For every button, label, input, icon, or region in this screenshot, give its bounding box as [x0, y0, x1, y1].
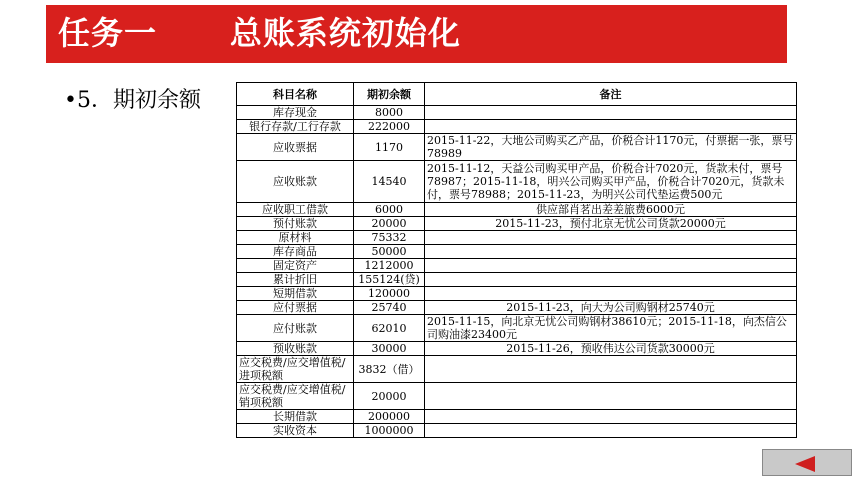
- table-row: [237, 120, 797, 134]
- account-name-cell: 应收职工借款: [237, 203, 354, 217]
- balance-cell: 3832（借）: [354, 356, 425, 383]
- balance-cell: 1212000: [354, 259, 425, 273]
- header-account-name: 科目名称: [237, 83, 354, 106]
- account-name-cell: 预付账款: [237, 217, 354, 231]
- balance-cell: 8000: [354, 106, 425, 120]
- remark-cell: [425, 273, 797, 287]
- opening-balance-table: [236, 82, 797, 438]
- remark-cell: 2015-11-12，天益公司购买甲产品，价税合计7020元，货款未付，票号78987；2015-11-18，明兴公司购买甲产品，价税合计7020元，货款未付，票号78988；2015-11-23，为明兴公司代垫运费500元: [425, 161, 797, 203]
- remark-cell: [425, 424, 797, 438]
- remark-cell: [425, 383, 797, 410]
- account-name-cell: 应收票据: [237, 134, 354, 161]
- balance-cell: 120000: [354, 287, 425, 301]
- balance-cell: 6000: [354, 203, 425, 217]
- table-row: [237, 161, 797, 203]
- remark-cell: 2015-11-23，预付北京无忧公司货款20000元: [425, 217, 797, 231]
- account-name-cell: 实收资本: [237, 424, 354, 438]
- remark-cell: [425, 120, 797, 134]
- balance-cell: 20000: [354, 383, 425, 410]
- remark-cell: [425, 259, 797, 273]
- account-name-cell: 应付票据: [237, 301, 354, 315]
- account-name-cell: 短期借款: [237, 287, 354, 301]
- table-header-row: [237, 83, 797, 106]
- remark-cell: 2015-11-22，大地公司购买乙产品，价税合计1170元，付票据一张，票号78989: [425, 134, 797, 161]
- table-row: [237, 217, 797, 231]
- table-row: [237, 273, 797, 287]
- balance-cell: 1170: [354, 134, 425, 161]
- account-name-cell: 应收账款: [237, 161, 354, 203]
- table-row: [237, 410, 797, 424]
- table-row: [237, 342, 797, 356]
- balance-cell: 75332: [354, 231, 425, 245]
- balance-cell: 14540: [354, 161, 425, 203]
- page-title: 任务一 总账系统初始化: [58, 14, 461, 52]
- table-row: [237, 259, 797, 273]
- account-name-cell: 长期借款: [237, 410, 354, 424]
- balance-cell: 30000: [354, 342, 425, 356]
- balance-cell: 62010: [354, 315, 425, 342]
- table-row: [237, 106, 797, 120]
- remark-cell: [425, 356, 797, 383]
- account-name-cell: 银行存款/工行存款: [237, 120, 354, 134]
- balance-cell: 25740: [354, 301, 425, 315]
- table-row: [237, 134, 797, 161]
- account-name-cell: 应交税费/应交增值税/进项税额: [237, 356, 354, 383]
- remark-cell: [425, 106, 797, 120]
- balance-cell: 200000: [354, 410, 425, 424]
- account-name-cell: 应交税费/应交增值税/销项税额: [237, 383, 354, 410]
- account-name-cell: 预收账款: [237, 342, 354, 356]
- balance-cell: 50000: [354, 245, 425, 259]
- remark-cell: [425, 287, 797, 301]
- balance-cell: 222000: [354, 120, 425, 134]
- remark-cell: [425, 231, 797, 245]
- table-row: [237, 203, 797, 217]
- table-row: [237, 301, 797, 315]
- balance-cell: 1000000: [354, 424, 425, 438]
- account-name-cell: 累计折旧: [237, 273, 354, 287]
- remark-cell: [425, 410, 797, 424]
- table-row: [237, 245, 797, 259]
- remark-cell: 2015-11-26，预收伟达公司货款30000元: [425, 342, 797, 356]
- remark-cell: 2015-11-15，向北京无忧公司购钢材38610元；2015-11-18，向杰信公司购油漆23400元: [425, 315, 797, 342]
- section-bullet: •5．期初余额: [64, 88, 201, 113]
- table-row: [237, 287, 797, 301]
- table-row: [237, 356, 797, 383]
- balance-cell: 155124(贷): [354, 273, 425, 287]
- table-row: [237, 424, 797, 438]
- account-name-cell: 固定资产: [237, 259, 354, 273]
- account-name-cell: 库存现金: [237, 106, 354, 120]
- title-bar: [46, 5, 787, 63]
- remark-cell: [425, 245, 797, 259]
- account-name-cell: 应付账款: [237, 315, 354, 342]
- table-row: [237, 383, 797, 410]
- table-row: [237, 231, 797, 245]
- account-name-cell: 原材料: [237, 231, 354, 245]
- account-name-cell: 库存商品: [237, 245, 354, 259]
- header-opening-balance: 期初余额: [354, 83, 425, 106]
- remark-cell: 供应部肖茗出差差旅费6000元: [425, 203, 797, 217]
- balance-cell: 20000: [354, 217, 425, 231]
- header-remarks: 备注: [425, 83, 797, 106]
- remark-cell: 2015-11-23，向大为公司购钢材25740元: [425, 301, 797, 315]
- back-arrow-icon[interactable]: [795, 456, 815, 472]
- table-row: [237, 315, 797, 342]
